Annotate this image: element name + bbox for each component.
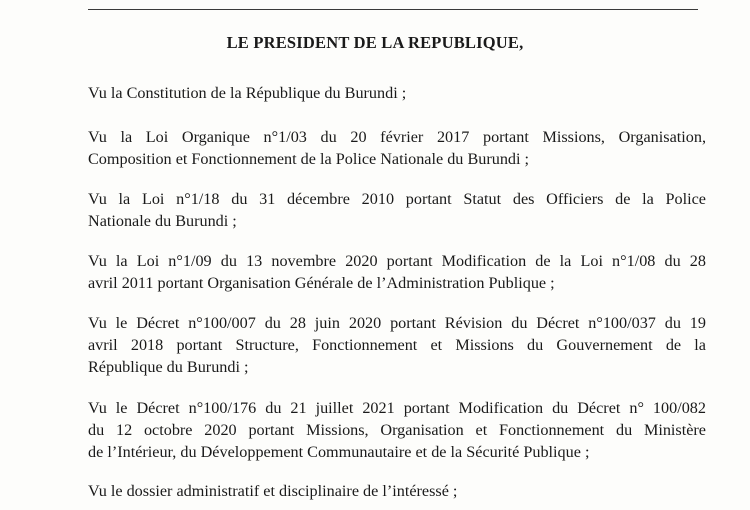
paragraph-line: du 12 octobre 2020 portant Missions, Organisation et Fonctionnement du Ministère <box>88 421 706 439</box>
paragraph-line: de l’Intérieur, du Développement Communautaire et de la Sécurité Publique ; <box>88 443 590 461</box>
paragraph-decret-modification <box>88 397 706 463</box>
paragraph-constitution <box>88 82 706 104</box>
paragraph-line: avril 2011 portant Organisation Générale de l’Administration Publique ; <box>88 274 555 292</box>
paragraph-dossier <box>88 480 706 502</box>
paragraph-line: Vu la Loi Organique n°1/03 du 20 février 2017 portant Missions, Organisation, <box>88 128 706 146</box>
paragraph-decret-revision <box>88 312 706 378</box>
paragraph-loi-organique <box>88 126 706 170</box>
paragraph-line: Vu la Loi n°1/18 du 31 décembre 2010 portant Statut des Officiers de la Police <box>88 190 706 208</box>
document-heading: LE PRESIDENT DE LA REPUBLIQUE, <box>226 33 524 52</box>
paragraph-line: Vu le dossier administratif et disciplinaire de l’intéressé ; <box>88 482 458 500</box>
paragraph-loi-statut <box>88 188 706 232</box>
header-rule <box>88 9 698 10</box>
paragraph-line: Vu la Loi n°1/09 du 13 novembre 2020 portant Modification de la Loi n°1/08 du 28 <box>88 252 706 270</box>
paragraph-line: Vu le Décret n°100/007 du 28 juin 2020 portant Révision du Décret n°100/037 du 19 <box>88 314 706 332</box>
paragraph-line: République du Burundi ; <box>88 358 249 376</box>
paragraph-line: Vu la Constitution de la République du Burundi ; <box>88 84 407 102</box>
paragraph-line: Composition et Fonctionnement de la Police Nationale du Burundi ; <box>88 150 530 168</box>
paragraph-loi-modification <box>88 250 706 294</box>
paragraph-line: avril 2018 portant Structure, Fonctionnement et Missions du Gouvernement de la <box>88 336 706 354</box>
paragraph-line: Vu le Décret n°100/176 du 21 juillet 2021 portant Modification du Décret n° 100/082 <box>88 399 706 417</box>
paragraph-line: Nationale du Burundi ; <box>88 212 237 230</box>
